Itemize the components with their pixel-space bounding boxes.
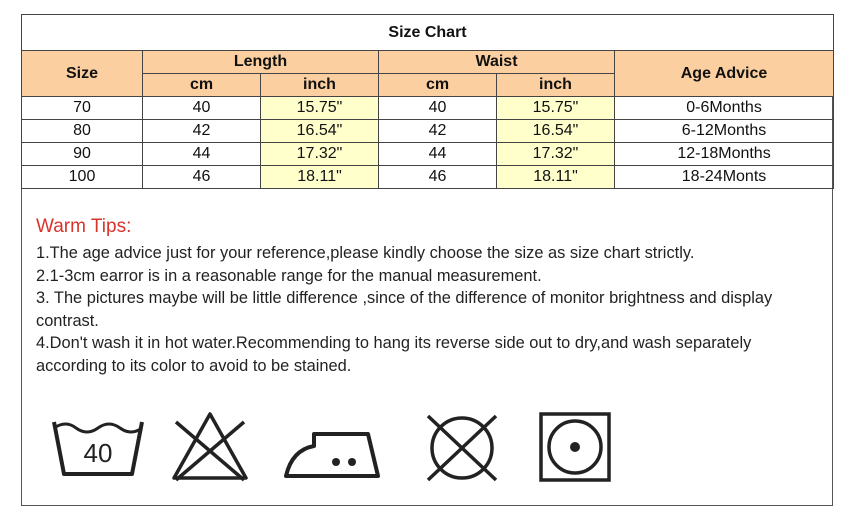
tip-item: 4.Don't wash it in hot water.Recommending to hang its reverse side out to dry,and wash separately according to its color to avoid to be stained. [36, 334, 752, 375]
cell-waist-inch: 15.75" [497, 97, 615, 120]
header-waist: Waist [379, 51, 615, 74]
header-waist-cm: cm [379, 74, 497, 97]
header-waist-inch: inch [497, 74, 615, 97]
table-row [22, 97, 834, 120]
cell-length-inch: 15.75" [261, 97, 379, 120]
cell-length-cm: 46 [143, 166, 261, 189]
cell-age: 12-18Months [615, 143, 834, 166]
cell-length-inch: 16.54" [261, 120, 379, 143]
cell-waist-cm: 46 [379, 166, 497, 189]
cell-length-cm: 40 [143, 97, 261, 120]
no-dry-clean-icon [420, 408, 504, 484]
cell-length-cm: 44 [143, 143, 261, 166]
wash-temp-label: 40 [83, 438, 113, 468]
cell-waist-inch: 16.54" [497, 120, 615, 143]
cell-waist-inch: 18.11" [497, 166, 615, 189]
tumble-dry-icon [538, 408, 614, 484]
table-row [22, 143, 834, 166]
cell-size: 80 [22, 120, 143, 143]
table-row [22, 166, 834, 189]
cell-size: 70 [22, 97, 143, 120]
cell-waist-cm: 44 [379, 143, 497, 166]
cell-waist-inch: 17.32" [497, 143, 615, 166]
tip-item: 3. The pictures maybe will be little difference ,since of the difference of monitor brightness and display contrast. [36, 289, 773, 330]
header-age-advice: Age Advice [615, 51, 834, 97]
tip-item: 2.1-3cm earror is in a reasonable range for the manual measurement. [36, 266, 542, 285]
header-length-cm: cm [143, 74, 261, 97]
header-length-inch: inch [261, 74, 379, 97]
cell-waist-cm: 40 [379, 97, 497, 120]
cell-age: 0-6Months [615, 97, 834, 120]
cell-age: 18-24Monts [615, 166, 834, 189]
wash-40-icon [48, 408, 148, 484]
cell-length-inch: 17.32" [261, 143, 379, 166]
warm-tips [36, 216, 826, 377]
cell-waist-cm: 42 [379, 120, 497, 143]
iron-medium-icon [282, 408, 386, 484]
cell-length-cm: 42 [143, 120, 261, 143]
tip-item: 1.The age advice just for your reference,please kindly choose the size as size chart strictly. [36, 244, 695, 262]
cell-size: 90 [22, 143, 143, 166]
header-size: Size [22, 51, 143, 97]
cell-age: 6-12Months [615, 120, 834, 143]
care-icons [48, 408, 628, 488]
warm-tips-title: Warm Tips: [36, 216, 132, 237]
no-bleach-icon [168, 408, 252, 484]
cell-size: 100 [22, 166, 143, 189]
header-length: Length [143, 51, 379, 74]
table-row [22, 120, 834, 143]
size-chart-table [21, 14, 834, 189]
cell-length-inch: 18.11" [261, 166, 379, 189]
size-chart-title: Size Chart [22, 15, 834, 51]
